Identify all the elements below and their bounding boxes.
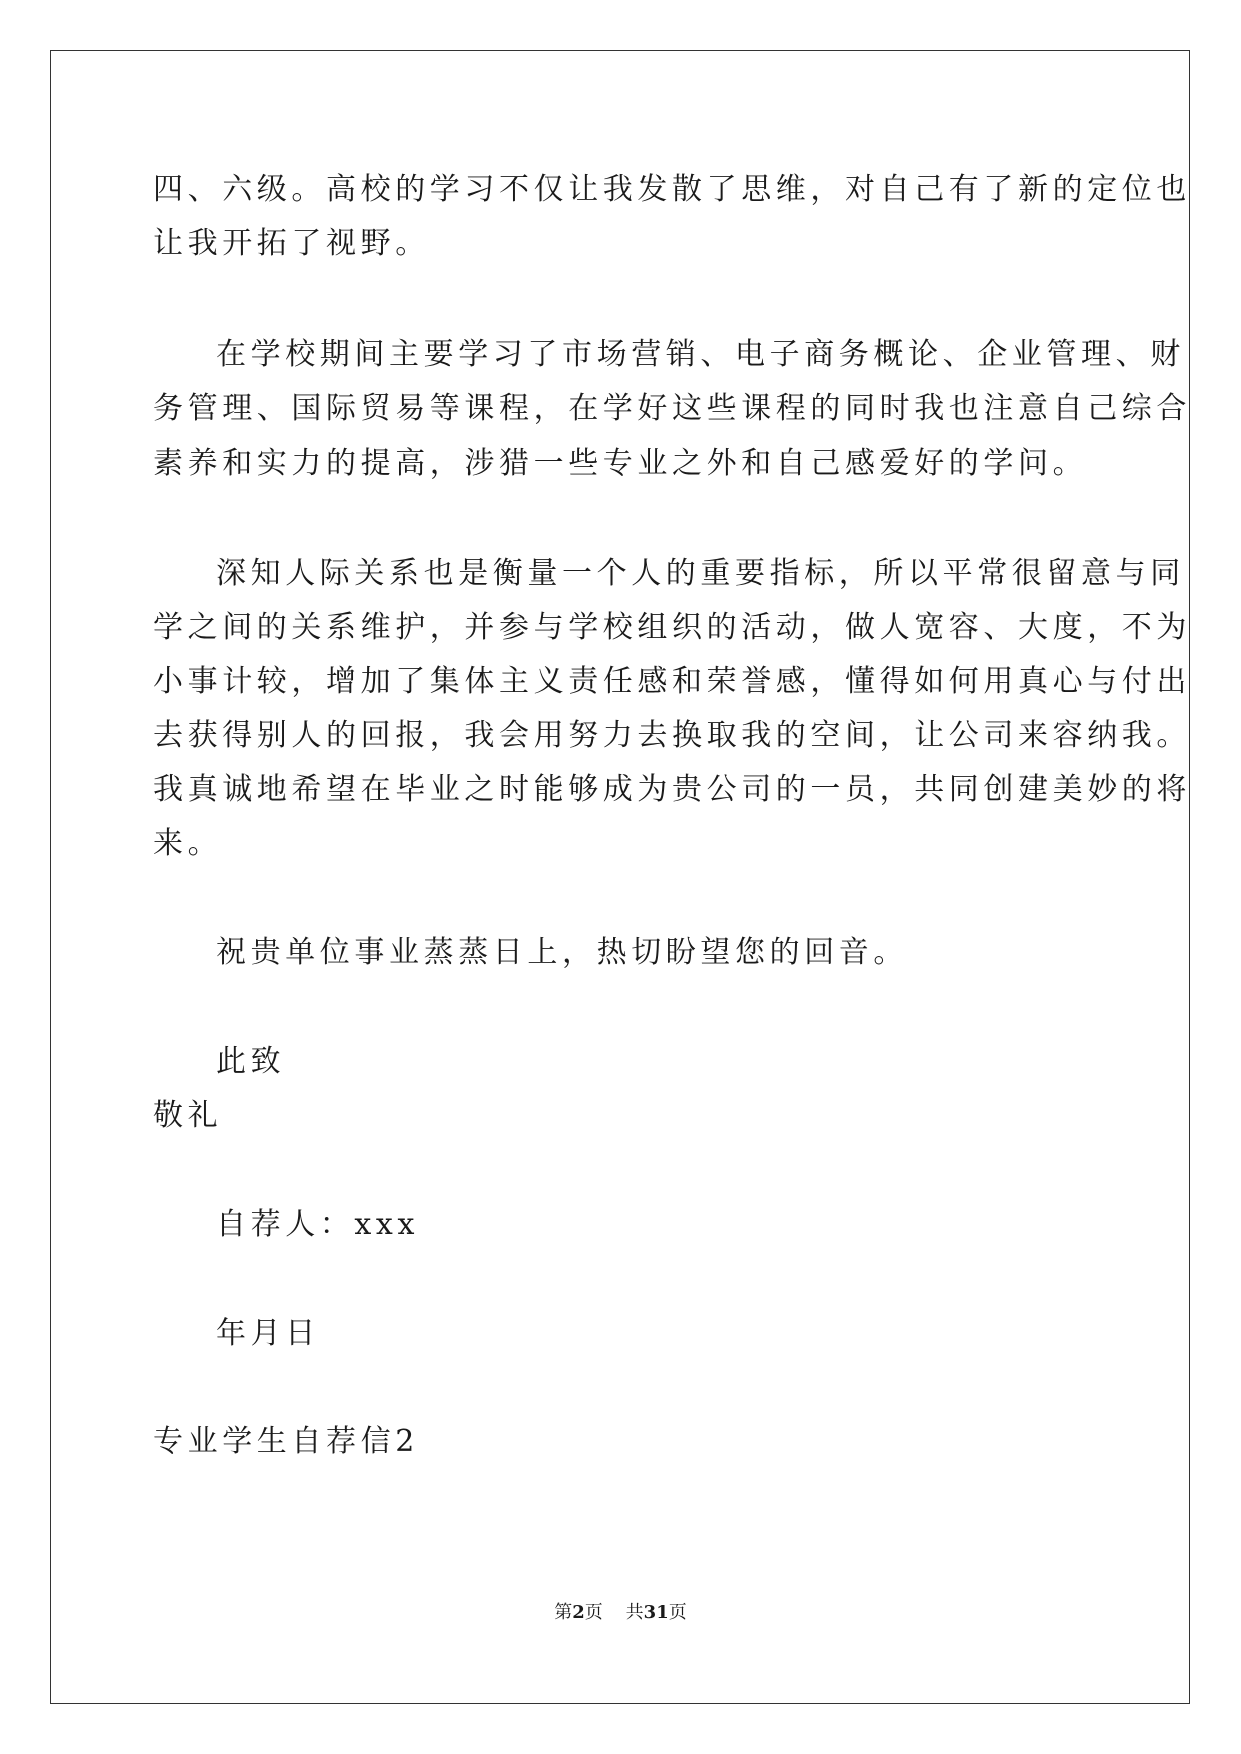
page-footer <box>0 1601 1241 1625</box>
body-line-9: 去获得别人的回报，我会用努力去换取我的空间，让公司来容纳我。 <box>153 718 1191 753</box>
body-line-10: 我真诚地希望在毕业之时能够成为贵公司的一员，共同创建美妙的将 <box>153 772 1191 807</box>
footer-page-number: 2 <box>572 1602 585 1623</box>
salutation-jingli: 敬礼 <box>153 1098 223 1133</box>
body-line-7: 学之间的关系维护，并参与学校组织的活动，做人宽容、大度，不为 <box>153 610 1191 645</box>
body-line-1: 四、六级。高校的学习不仅让我发散了思维，对自己有了新的定位也 <box>153 172 1191 207</box>
signature-line: 自荐人：xxx <box>216 1207 419 1242</box>
footer-total-prefix: 共 <box>625 1602 644 1623</box>
section-heading: 专业学生自荐信2 <box>153 1424 419 1459</box>
body-line-11: 来。 <box>153 826 223 861</box>
body-line-4: 务管理、国际贸易等课程，在学好这些课程的同时我也注意自己综合 <box>153 391 1191 426</box>
closing-wish: 祝贵单位事业蒸蒸日上，热切盼望您的回音。 <box>216 935 908 970</box>
footer-page-prefix: 第 <box>554 1602 573 1623</box>
body-line-2: 让我开拓了视野。 <box>153 226 430 261</box>
footer-page-unit: 页 <box>584 1602 603 1623</box>
body-line-8: 小事计较，增加了集体主义责任感和荣誉感，懂得如何用真心与付出 <box>153 664 1191 699</box>
body-line-5: 素养和实力的提高，涉猎一些专业之外和自己感爱好的学问。 <box>153 446 1088 481</box>
body-line-3: 在学校期间主要学习了市场营销、电子商务概论、企业管理、财 <box>216 337 1185 372</box>
date-line: 年月日 <box>216 1316 320 1351</box>
salutation-cizhi: 此致 <box>216 1044 286 1079</box>
footer-total-unit: 页 <box>668 1602 687 1623</box>
footer-total-pages: 31 <box>643 1602 669 1623</box>
body-line-6: 深知人际关系也是衡量一个人的重要指标，所以平常很留意与同 <box>216 556 1185 591</box>
